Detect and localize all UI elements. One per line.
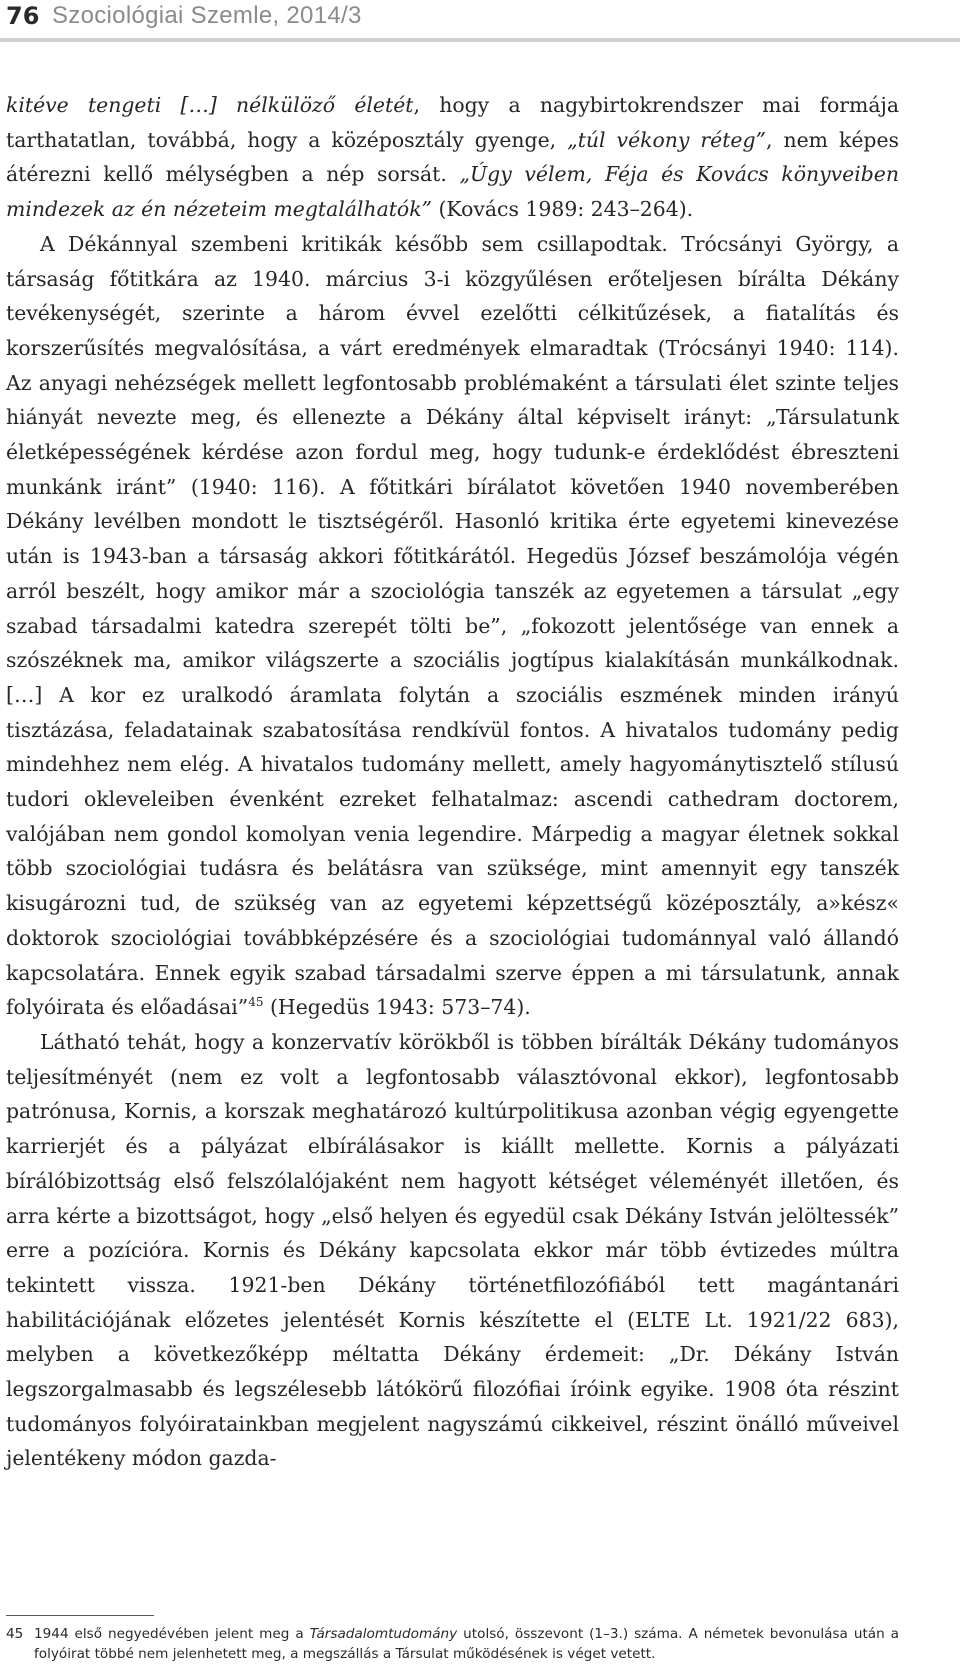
footnote-45: [6, 1624, 899, 1664]
quote-italic: „túl vékony réteg”: [567, 127, 766, 152]
journal-title: Szociológiai Szemle, 2014/3: [52, 2, 362, 29]
quote-italic: „Úgy vélem, Féja és Kovács könyveiben mindezek az én nézeteim megtalálhatók”: [6, 162, 900, 222]
running-header: [0, 0, 960, 44]
footnote-reference[interactable]: 45: [248, 995, 264, 1010]
paragraph-continued: [6, 88, 899, 227]
paragraph-kornis: [6, 1025, 899, 1476]
footnote-text-part: 1944 első negyedévében jelent meg a: [34, 1626, 310, 1642]
quote-italic: kitéve tengeti […] nélkülöző életét: [6, 93, 414, 117]
paragraph-text: (Hegedüs 1943: 573–74).: [263, 995, 531, 1020]
paragraph-text: (Kovács 1989: 243–264).: [431, 197, 694, 222]
paragraph-text: , nem képes átérezni kellő mélységben a nép sorsát.: [6, 127, 899, 187]
footnote-rule: [6, 1615, 154, 1616]
article-body: [6, 88, 899, 1476]
paragraph-text: Látható tehát, hogy a konzervatív körökből is többen bírálták Dékány tudományos teljesítményét (nem ez volt a legfontosabb választóvonal ekkor), legfontosabb patrónusa, Kornis, a korszak meghatározó kultúrpolitikusa azonban végig egyengette karrierjét és a pályázat elbírálásakor is kiállt mellette. Kornis a pályázati bírálóbizottság első felszólalójaként nem hagyott kétséget véleményét illetően, és arra kérte a bizottságot, hogy „első helyen és egyedül csak Dékány István jelöltessék” erre a pozícióra. Kornis és Dékány kapcsolata ekkor már több évtizedes múltra tekintett vissza. 1921-ben Dékány történetfilozófiából tett magántanári habilitációjának előzetes jelentését Kornis készítette el (ELTE Lt. 1921/22 683), melyben a következőképp méltatta Dékány érdemeit: „Dr. Dékány István legszorgalmasabb és legszélesebb látókörű filozófiai íróink egyike. 1908 óta részint tudományos folyóiratainkban megjelent nagyszámú cikkeivel, részint önálló műveivel jelentékeny módon gazda-: [6, 1029, 899, 1471]
footnote-text-part: utolsó, összevont (1–3.) száma. A németek bevonulása után a folyóirat többé nem jelenhetett meg, a megszállás a Társulat működésének is véget vetett.: [34, 1626, 899, 1662]
paragraph-criticism: [6, 227, 899, 1025]
paragraph-text: , hogy a nagybirtokrendszer mai formája tarthatatlan, továbbá, hogy a középosztály gyenge,: [6, 93, 899, 152]
header-rule: [0, 38, 960, 42]
footnote-text: [34, 1624, 899, 1664]
paragraph-text: A Dékánnyal szembeni kritikák később sem csillapodtak. Trócsányi György, a társaság főtitkára az 1940. március 3-i közgyűlésen erőteljesen bírálta Dékány tevékenységét, szerinte a három évvel ezelőtti célkitűzések, a fiatalítás és korszerűsítés megvalósítása, a várt eredmények elmaradtak (Trócsányi 1940: 114). Az anyagi nehézségek mellett legfontosabb problémaként a társulati élet szinte teljes hiányát nevezte meg, és ellenezte a Dékány által képviselt irányt: „Társulatunk életképességének kérdése azon fordul meg, hogy tudunk-e érdeklődést ébreszteni munkánk iránt” (1940: 116). A főtitkári bírálatot követően 1940 novemberében Dékány levélben mondott le tisztségéről. Hasonló kritika érte egyetemi kinevezése után is 1943-ban a társaság akkori főtitkárától. Hegedüs József beszámolója végén arról beszélt, hogy amikor már a szociológia tanszék az egyetemen a társulat „egy szabad társadalmi katedra szerepét tölti be”, „fokozott jelentősége van ennek a szószéknek ma, amikor világszerte a szociális jogtípus kialakításán munkálkodnak. […] A kor ez uralkodó áramlata folytán a szociális eszmének minden irányú tisztázása, feladatainak szabatosítása rendkívül fontos. A hivatalos tudomány pedig mindehhez nem elég. A hivatalos tudomány mellett, amely hagyománytisztelő stílusú tudori okleveleiben évenként ezreket felhatalmaz: ascendi cathedram doctorem, valójában nem gondol komolyan venia legendire. Márpedig a magyar életnek sokkal több szociológiai tudásra és belátásra van szüksége, mint amennyit egy tanszék kisugározni tud, de szükség van az egyetemi képzettségű középosztály, a»kész« doktorok szociológiai továbbképzésére és a szociológiai tudománnyal való állandó kapcsolatára. Ennek egyik szabad társadalmi szerve éppen a mi társulatunk, annak folyóirata és előadásai”: [6, 231, 899, 1020]
footnote-italic-title: Társadalomtudomány: [309, 1626, 458, 1642]
page-number: 76: [6, 2, 40, 30]
footnote-number: 45: [6, 1626, 24, 1642]
